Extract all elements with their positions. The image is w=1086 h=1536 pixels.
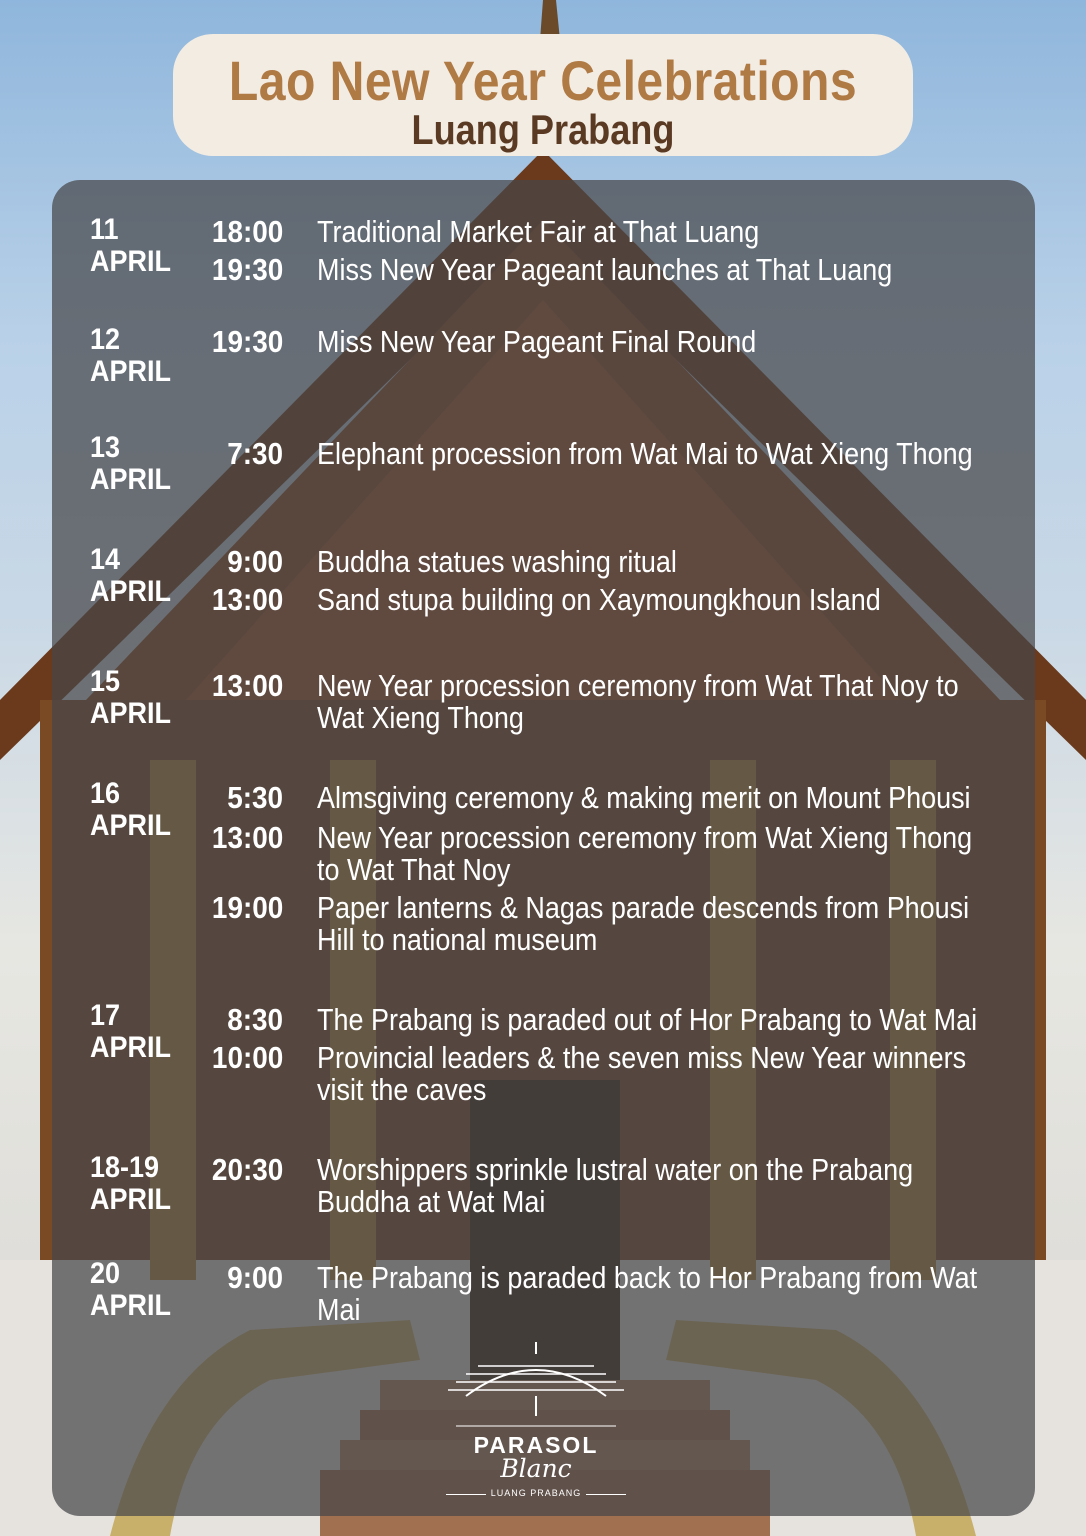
event-description: The Prabang is paraded out of Hor Prabang to Wat Mai xyxy=(317,1002,978,1037)
day-month: APRIL xyxy=(90,575,171,608)
day-label xyxy=(90,778,171,842)
day-month: APRIL xyxy=(90,809,171,842)
event-description: Almsgiving ceremony & making merit on Mount Phousi xyxy=(317,780,971,815)
day-number: 20 xyxy=(90,1257,121,1290)
day-label xyxy=(90,432,171,496)
event-description: Miss New Year Pageant launches at That Luang xyxy=(317,252,893,287)
event-time: 13:00 xyxy=(211,582,283,617)
event-time: 9:00 xyxy=(227,544,283,579)
day-label xyxy=(90,1258,171,1322)
event-time: 8:30 xyxy=(227,1002,283,1037)
day-number: 14 xyxy=(90,543,121,576)
day-number: 15 xyxy=(90,665,121,698)
page-title: Lao New Year Celebrations xyxy=(228,49,858,112)
logo-name: PARASOL xyxy=(473,1432,599,1458)
event-time: 5:30 xyxy=(227,780,283,815)
day-number: 17 xyxy=(90,999,121,1032)
day-number: 13 xyxy=(90,431,121,464)
event-description: New Year procession ceremony from Wat Xieng Thong to Wat That Noy xyxy=(317,820,973,887)
day-month: APRIL xyxy=(90,355,171,388)
parasol-icon xyxy=(436,1336,636,1436)
day-label xyxy=(90,1152,171,1216)
day-month: APRIL xyxy=(90,245,171,278)
event-time: 19:00 xyxy=(211,890,283,925)
event-description: Buddha statues washing ritual xyxy=(317,544,677,579)
day-number: 18-19 xyxy=(90,1151,160,1184)
event-time: 19:30 xyxy=(211,324,283,359)
day-label xyxy=(90,1000,171,1064)
event-description: Worshippers sprinkle lustral water on the Prabang Buddha at Wat Mai xyxy=(317,1152,914,1219)
event-description: Paper lanterns & Nagas parade descends from Phousi Hill to national museum xyxy=(317,890,970,957)
event-time: 13:00 xyxy=(211,820,283,855)
event-description: The Prabang is paraded back to Hor Prabang from Wat Mai xyxy=(317,1260,978,1327)
event-time: 18:00 xyxy=(211,214,283,249)
day-month: APRIL xyxy=(90,1289,171,1322)
day-month: APRIL xyxy=(90,697,171,730)
day-label xyxy=(90,324,171,388)
event-description: Elephant procession from Wat Mai to Wat Xieng Thong xyxy=(317,436,973,471)
day-label xyxy=(90,666,171,730)
schedule-panel xyxy=(52,180,1035,1516)
day-number: 12 xyxy=(90,323,121,356)
event-description: Provincial leaders & the seven miss New Year winners visit the caves xyxy=(317,1040,967,1107)
event-time: 10:00 xyxy=(211,1040,283,1075)
parasol-blanc-logo xyxy=(436,1336,636,1506)
day-label xyxy=(90,214,171,278)
event-time: 20:30 xyxy=(211,1152,283,1187)
event-description: New Year procession ceremony from Wat That Noy to Wat Xieng Thong xyxy=(317,668,959,735)
logo-script: Blanc xyxy=(500,1454,572,1483)
page-subtitle: Luang Prabang xyxy=(411,106,675,153)
event-description: Miss New Year Pageant Final Round xyxy=(317,324,757,359)
day-number: 11 xyxy=(90,213,119,246)
day-month: APRIL xyxy=(90,463,171,496)
event-time: 7:30 xyxy=(227,436,283,471)
day-label xyxy=(90,544,171,608)
day-month: APRIL xyxy=(90,1031,171,1064)
day-month: APRIL xyxy=(90,1183,171,1216)
event-time: 13:00 xyxy=(211,668,283,703)
logo-divider xyxy=(586,1494,626,1495)
event-time: 19:30 xyxy=(211,252,283,287)
event-description: Sand stupa building on Xaymoungkhoun Island xyxy=(317,582,881,617)
event-description: Traditional Market Fair at That Luang xyxy=(317,214,760,249)
day-number: 16 xyxy=(90,777,121,810)
title-banner xyxy=(173,34,913,156)
event-time: 9:00 xyxy=(227,1260,283,1295)
logo-location: LUANG PRABANG xyxy=(490,1488,582,1498)
